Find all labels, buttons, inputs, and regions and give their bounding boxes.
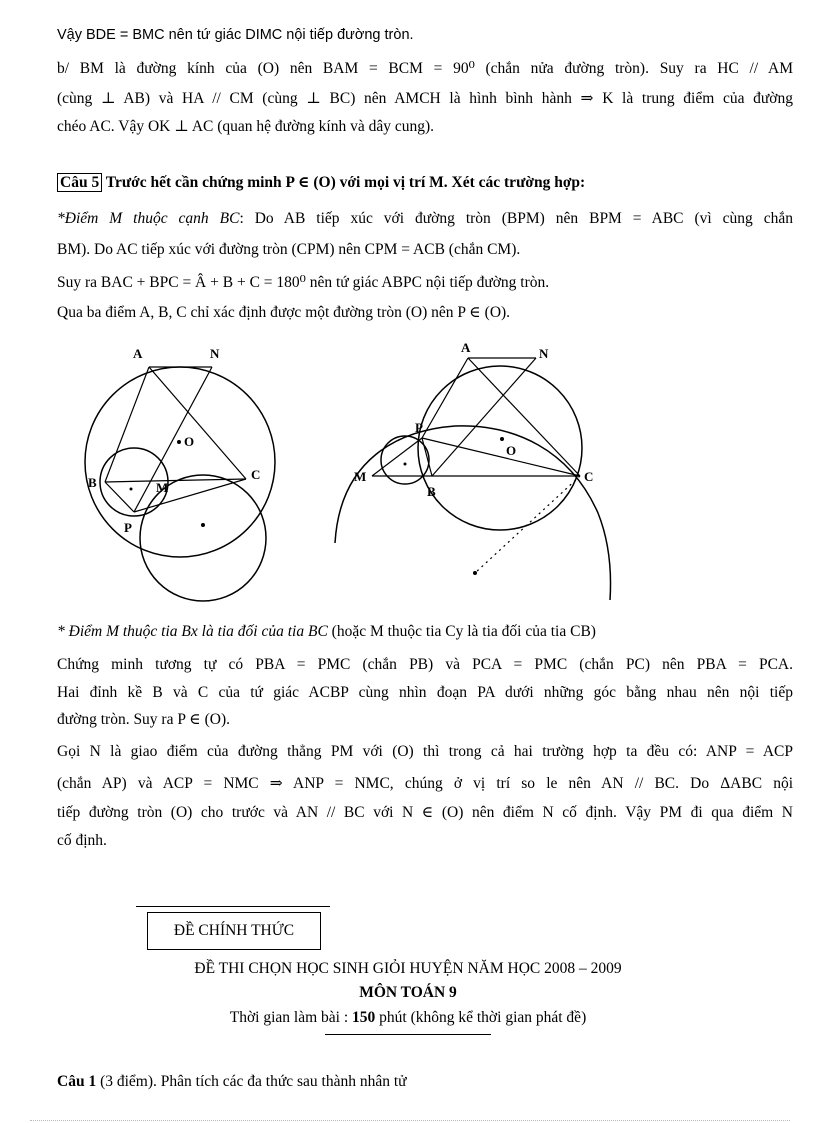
circle-bpm <box>381 436 429 484</box>
question-5-line <box>57 173 793 193</box>
label-left-n: N <box>210 346 220 361</box>
label-left-c: C <box>251 467 261 482</box>
case-2-title: * Điểm M thuộc tia Bx là tia đối của tia BC <box>57 623 328 640</box>
circle-o <box>85 367 275 557</box>
top-rule <box>136 906 330 907</box>
question-1-line <box>57 1072 793 1092</box>
label-left-p: P <box>124 520 132 535</box>
question-5-intro: Trước hết cần chứng minh P ∈ (O) với mọi vị trí M. Xét các trường hợp: <box>102 174 586 191</box>
text-line-2: b/ BM là đường kính của (O) nên BAM = BCM = 90⁰ (chắn nửa đường tròn). Suy ra HC // AM <box>57 60 793 77</box>
text-line-9: Qua ba điểm A, B, C chỉ xác định được một đường tròn (O) nên P ∈ (O). <box>57 304 511 321</box>
text-line-7: BM). Do AC tiếp xúc với đường tròn (CPM) nên CPM = ACB (chắn CM). <box>57 241 521 258</box>
exam-time-suffix: phút (không kể thời gian phát đề) <box>375 1009 587 1026</box>
page-bottom-dotted-line <box>30 1120 790 1121</box>
exam-time-value: 150 <box>352 1009 376 1026</box>
text-line-14: Gọi N là giao điểm của đường thẳng PM với (O) thì trong cả hai trường hợp ta đều có: ANP = ACP <box>57 743 793 760</box>
label-right-m: M <box>354 469 367 484</box>
question-1-text: (3 điểm). Phân tích các đa thức sau thành nhân tử <box>96 1073 407 1090</box>
circle-cpm-arc <box>335 426 611 600</box>
geometry-figure-right <box>330 338 615 603</box>
text-line-16: tiếp đường tròn (O) cho trước và AN // BC với N ∈ (O) nên điểm N cố định. Vậy PM đi qua điểm N <box>57 804 793 821</box>
exam-title: ĐỀ THI CHỌN HỌC SINH GIỎI HUYỆN NĂM HỌC 2008 – 2009 <box>194 960 622 977</box>
question-5-label: Câu 5 <box>57 173 102 192</box>
case-1-line <box>57 209 793 229</box>
label-right-p: P <box>415 420 423 435</box>
exam-time-prefix: Thời gian làm bài : <box>229 1009 353 1026</box>
case-2-text: (hoặc M thuộc tia Cy là tia đối của tia CB) <box>327 623 596 640</box>
label-right-n: N <box>539 346 549 361</box>
label-left-a: A <box>133 346 143 361</box>
official-badge: ĐỀ CHÍNH THỨC <box>147 912 321 950</box>
text-line-3: (cùng ⊥ AB) và HA // CM (cùng ⊥ BC) nên AMCH là hình bình hành ⇒ K là trung điểm của đường <box>57 90 793 107</box>
text-line-1: Vậy BDE = BMC nên tứ giác DIMC nội tiếp đường tròn. <box>57 27 414 43</box>
exam-subject: MÔN TOÁN 9 <box>359 984 457 1001</box>
label-right-o: O <box>506 443 517 458</box>
label-right-a: A <box>461 340 471 355</box>
label-left-o: O <box>184 434 195 449</box>
label-right-b: B <box>427 484 436 499</box>
question-1-label: Câu 1 <box>57 1073 97 1090</box>
exam-time <box>0 1008 816 1028</box>
text-line-8: Suy ra BAC + BPC = Â + B + C = 180⁰ nên tứ giác ABPC nội tiếp đường tròn. <box>57 274 550 291</box>
text-line-12: Hai đỉnh kề B và C của tứ giác ACBP cùng nhìn đoạn PA dưới những góc bằng nhau nên nội tiếp <box>57 684 793 701</box>
text-line-15: (chắn AP) và ACP = NMC ⇒ ANP = NMC, chúng ở vị trí so le nên AN // BC. Do ΔABC nội <box>57 775 793 792</box>
text-line-17: cố định. <box>57 832 107 849</box>
geometry-figure-left <box>78 340 288 620</box>
label-left-m: M <box>156 480 169 495</box>
case-1-title: *Điểm M thuộc cạnh BC <box>57 210 240 227</box>
text-line-4: chéo AC. Vậy OK ⊥ AC (quan hệ đường kính và dây cung). <box>57 118 434 135</box>
circle-o <box>418 366 582 530</box>
label-right-c: C <box>584 469 594 484</box>
case-2-line <box>57 622 793 642</box>
label-left-b: B <box>88 475 97 490</box>
text-line-13: đường tròn. Suy ra P ∈ (O). <box>57 711 231 728</box>
text-line-11: Chứng minh tương tự có PBA = PMC (chắn PB) và PCA = PMC (chắn PC) nên PBA = PCA. <box>57 656 793 673</box>
bottom-rule <box>325 1034 491 1035</box>
case-1-text: : Do AB tiếp xúc với đường tròn (BPM) nên BPM = ABC (vì cùng chắn <box>239 210 794 227</box>
